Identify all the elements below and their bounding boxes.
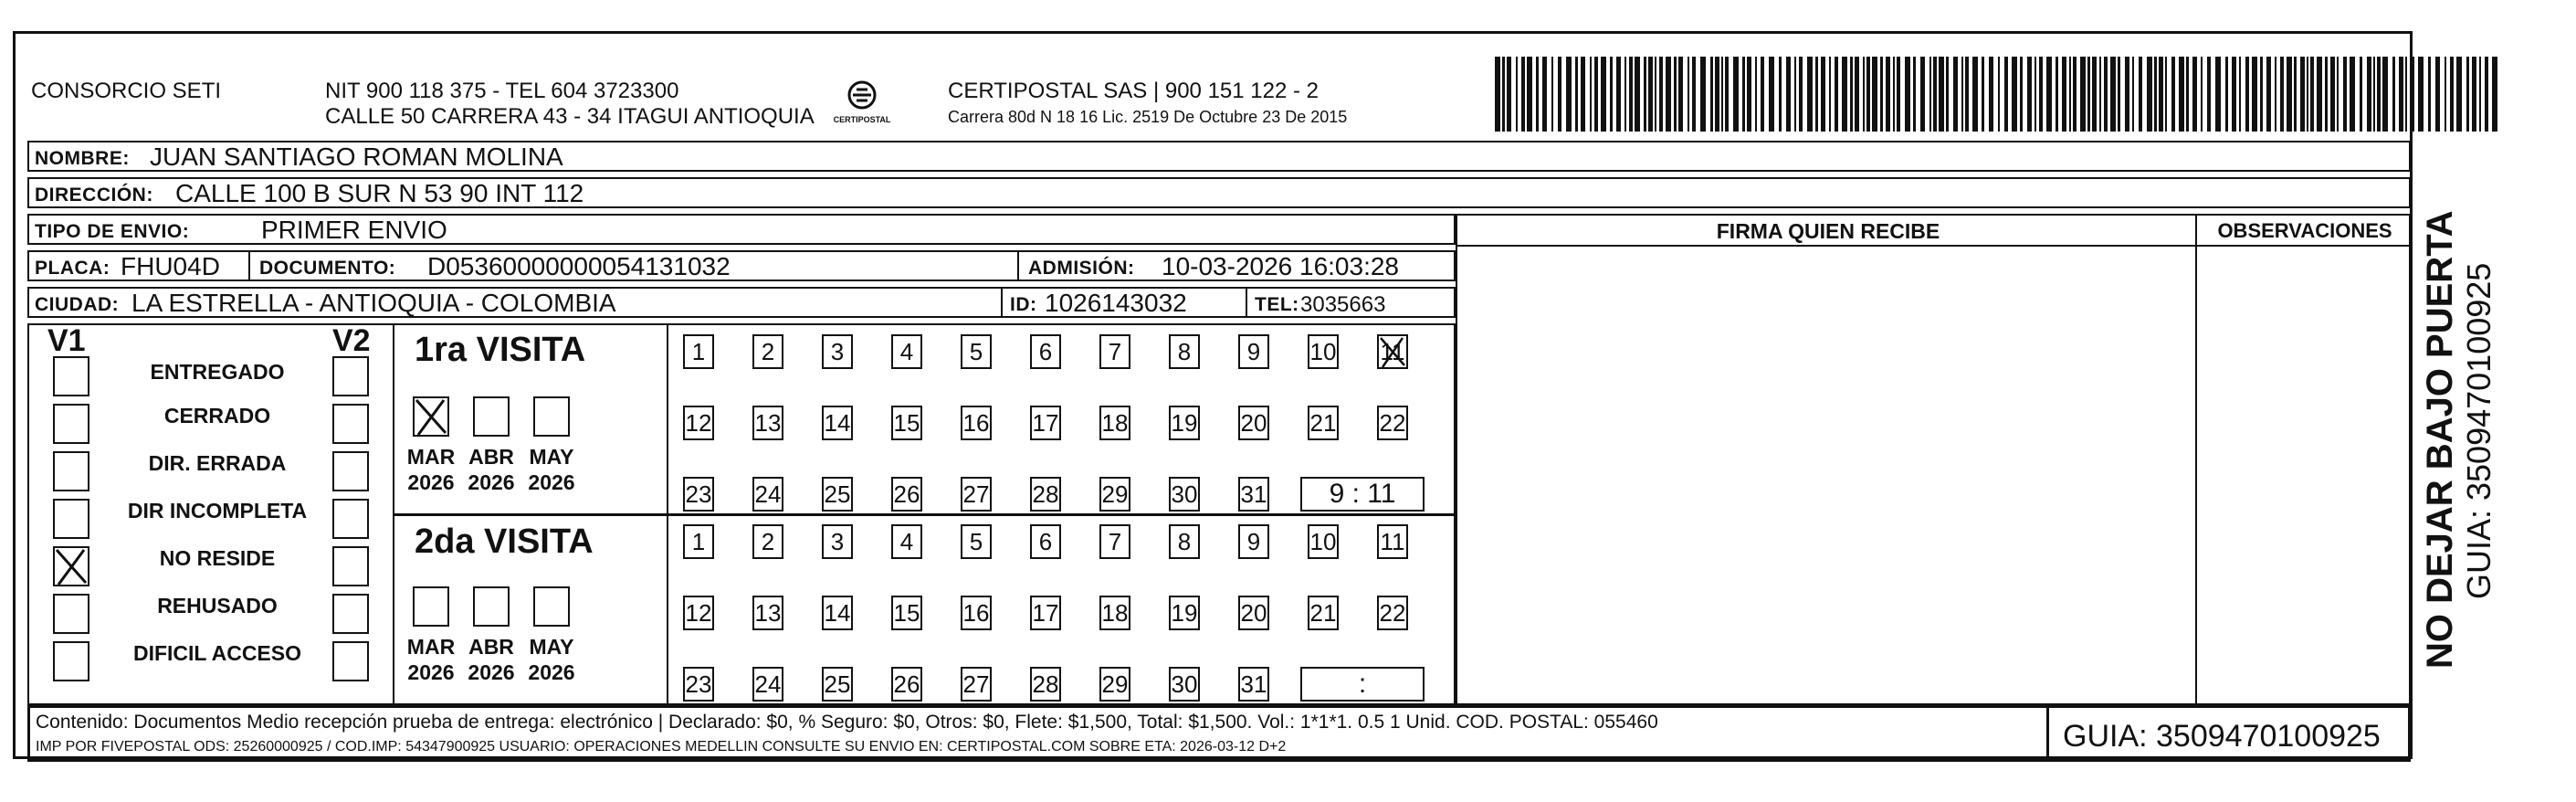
row-nombre [27, 141, 2411, 172]
day-box[interactable]: 10 [1308, 334, 1339, 369]
day-box[interactable]: 2 [752, 334, 783, 369]
ciudad-value: LA ESTRELLA - ANTIOQUIA - COLOMBIA [131, 289, 616, 317]
day-box[interactable]: 12 [683, 406, 714, 440]
checkbox-v2-1[interactable] [332, 404, 369, 444]
day-box[interactable]: 17 [1030, 596, 1061, 630]
day-box[interactable]: 28 [1030, 477, 1061, 512]
carrier-line: CERTIPOSTAL SAS | 900 151 122 - 2 [948, 79, 1319, 103]
day-box[interactable]: 29 [1099, 667, 1130, 702]
day-box[interactable]: 20 [1238, 596, 1269, 630]
day-box[interactable]: 25 [822, 667, 853, 702]
admision-value: 10-03-2026 16:03:28 [1162, 252, 1399, 280]
time-box-v1[interactable]: 9 : 11 [1300, 477, 1425, 512]
address-line: CALLE 50 CARRERA 43 - 34 ITAGUI ANTIOQUIA [325, 104, 815, 129]
day-box[interactable]: 26 [891, 477, 922, 512]
row-tipo [27, 214, 1456, 245]
day-box[interactable]: 24 [752, 667, 783, 702]
time-box-v2[interactable]: : [1300, 667, 1425, 702]
day-box[interactable]: 17 [1030, 406, 1061, 440]
day-box[interactable]: 4 [891, 334, 922, 369]
day-box[interactable]: 10 [1308, 524, 1339, 559]
checkbox-v2-4[interactable] [332, 546, 369, 586]
footer-line2: IMP POR FIVEPOSTAL ODS: 25260000925 / COD.IMP: 54347900925 USUARIO: OPERACIONES MEDELLIN CONSULTE SU ENVIO EN: CERTIPOSTAL.COM SOBRE ETA: 2026-03-12 D+2 [36, 739, 1287, 755]
month-label [524, 634, 579, 685]
checkbox-v2-3[interactable] [332, 499, 369, 539]
day-box[interactable]: 3 [822, 524, 853, 559]
row-placa [27, 250, 1456, 281]
tipo-label: TIPO DE ENVIO: [35, 221, 190, 242]
day-box[interactable]: 26 [891, 667, 922, 702]
logo-text: CERTIPOSTAL [833, 115, 891, 124]
day-box[interactable]: 15 [891, 596, 922, 630]
month-label [464, 444, 519, 495]
day-box[interactable]: 9 [1238, 524, 1269, 559]
reason-label: NO RESIDE [159, 546, 276, 570]
month-box-v1-1[interactable] [473, 396, 510, 437]
day-box[interactable]: 19 [1169, 406, 1200, 440]
checkbox-v2-6[interactable] [332, 641, 369, 681]
day-box[interactable]: 31 [1238, 477, 1269, 512]
visit2-title: 2da VISITA [415, 522, 594, 561]
day-box[interactable]: 16 [961, 596, 992, 630]
day-box[interactable]: 28 [1030, 667, 1061, 702]
nombre-label: NOMBRE: [35, 148, 130, 169]
month-box-v2-1[interactable] [473, 586, 510, 627]
day-box[interactable]: 8 [1169, 334, 1200, 369]
day-box[interactable]: 8 [1169, 524, 1200, 559]
day-box[interactable]: 7 [1099, 524, 1130, 559]
day-box[interactable]: 21 [1308, 406, 1339, 440]
day-box[interactable]: 13 [752, 596, 783, 630]
month-label [404, 634, 458, 685]
month-label [524, 444, 579, 495]
nombre-value: JUAN SANTIAGO ROMAN MOLINA [150, 142, 563, 171]
day-box[interactable]: 6 [1030, 334, 1061, 369]
placa-label: PLACA: [35, 258, 110, 279]
month-name: MAY [529, 635, 574, 659]
day-box[interactable]: 21 [1308, 596, 1339, 630]
day-box[interactable]: 24 [752, 477, 783, 512]
documento-value: D05360000000054131032 [427, 252, 731, 280]
month-box-v1-2[interactable] [533, 396, 570, 437]
id-value: 1026143032 [1045, 289, 1187, 317]
day-box[interactable]: 12 [683, 596, 714, 630]
firma-area[interactable] [1456, 214, 2197, 705]
reason-label: REHUSADO [157, 594, 278, 617]
day-box[interactable]: 30 [1169, 477, 1200, 512]
day-box[interactable]: 18 [1099, 406, 1130, 440]
v2-label: V2 [332, 323, 371, 358]
admision-label: ADMISIÓN: [1028, 258, 1135, 279]
id-label: ID: [1010, 294, 1037, 315]
month-name: ABR [468, 635, 514, 659]
footer-line1: Contenido: Documentos Medio recepción prueba de entrega: electrónico | Declarado: $0, % Seguro: $0, Otros: $0, Flete: $1,500, Total: $1,500. Vol.: 1*1*1. 0.5 1 Unid. COD. POSTAL: 055460 [36, 712, 1658, 733]
day-box[interactable]: 15 [891, 406, 922, 440]
direccion-label: DIRECCIÓN: [35, 185, 153, 206]
direccion-value: CALLE 100 B SUR N 53 90 INT 112 [175, 179, 584, 207]
month-year: 2026 [528, 470, 575, 494]
day-box[interactable]: 18 [1099, 596, 1130, 630]
checkbox-v2-5[interactable] [332, 594, 369, 634]
day-box[interactable]: 29 [1099, 477, 1130, 512]
day-box[interactable]: 20 [1238, 406, 1269, 440]
footer-guia: GUIA: 3509470100925 [2063, 719, 2381, 754]
row-ciudad [27, 287, 1456, 318]
day-box[interactable]: 25 [822, 477, 853, 512]
day-box[interactable]: 7 [1099, 334, 1130, 369]
reason-label: ENTREGADO [150, 360, 285, 384]
day-box[interactable]: 16 [961, 406, 992, 440]
month-name: ABR [468, 445, 514, 469]
day-box[interactable]: 19 [1169, 596, 1200, 630]
month-box-v2-0[interactable] [413, 586, 449, 627]
month-year: 2026 [468, 660, 515, 684]
day-box[interactable]: 1 [683, 334, 714, 369]
day-box[interactable]: 30 [1169, 667, 1200, 702]
day-box[interactable] [1377, 334, 1408, 369]
reason-label: DIR INCOMPLETA [127, 499, 308, 522]
day-box[interactable]: 4 [891, 524, 922, 559]
side-guia: GUIA: 3509470100925 [2460, 262, 2497, 599]
day-box[interactable]: 9 [1238, 334, 1269, 369]
tel-value: 3035663 [1300, 292, 1386, 317]
day-box[interactable]: 14 [822, 406, 853, 440]
month-year: 2026 [407, 470, 455, 494]
checkbox-v2-2[interactable] [332, 451, 369, 491]
reason-label: DIR. ERRADA [148, 451, 287, 475]
observaciones-area[interactable] [2195, 214, 2411, 705]
day-box[interactable]: 5 [961, 524, 992, 559]
reason-label: DIFICIL ACCESO [132, 641, 301, 665]
nit-line: NIT 900 118 375 - TEL 604 3723300 [325, 79, 679, 103]
day-box[interactable]: 22 [1377, 596, 1408, 630]
day-number: 11 [1380, 337, 1405, 365]
placa-value: FHU04D [121, 252, 220, 280]
firma-label: FIRMA QUIEN RECIBE [1716, 219, 1940, 243]
day-box[interactable]: 22 [1377, 406, 1408, 440]
day-box[interactable]: 27 [961, 477, 992, 512]
no-dejar-bajo-puerta: NO DEJAR BAJO PUERTA [2420, 210, 2460, 669]
documento-label: DOCUMENTO: [259, 258, 396, 279]
ciudad-label: CIUDAD: [35, 294, 120, 315]
month-year: 2026 [528, 660, 575, 684]
day-box[interactable]: 23 [683, 477, 714, 512]
observaciones-label: OBSERVACIONES [2217, 219, 2392, 242]
day-box[interactable]: 2 [752, 524, 783, 559]
month-label [404, 444, 458, 495]
day-box[interactable]: 14 [822, 596, 853, 630]
day-box[interactable]: 6 [1030, 524, 1061, 559]
day-box[interactable]: 11 [1377, 524, 1408, 559]
month-label [464, 634, 519, 685]
company-name: CONSORCIO SETI [31, 79, 222, 103]
day-box[interactable]: 31 [1238, 667, 1269, 702]
license-line: Carrera 80d N 18 16 Lic. 2519 De Octubre 23 De 2015 [948, 108, 1348, 126]
v1-label: V1 [47, 323, 86, 358]
day-box[interactable]: 27 [961, 667, 992, 702]
month-year: 2026 [468, 470, 515, 494]
row-direccion [27, 177, 2411, 208]
barcode [1495, 57, 2505, 132]
month-year: 2026 [407, 660, 455, 684]
month-box-v1-0[interactable] [413, 396, 449, 437]
certipostal-logo [833, 75, 891, 130]
day-box[interactable]: 13 [752, 406, 783, 440]
month-box-v2-2[interactable] [533, 586, 570, 627]
checkbox-v2-0[interactable] [332, 356, 369, 396]
day-box[interactable]: 5 [961, 334, 992, 369]
footer [27, 705, 2411, 762]
tipo-value: PRIMER ENVIO [261, 216, 447, 244]
month-name: MAR [406, 445, 456, 469]
reason-label: CERRADO [163, 404, 271, 427]
month-name: MAY [529, 445, 574, 469]
tel-label: TEL: [1255, 294, 1299, 315]
month-name: MAR [406, 635, 456, 659]
day-box[interactable]: 23 [683, 667, 714, 702]
visit1-title: 1ra VISITA [415, 331, 586, 369]
day-box[interactable]: 1 [683, 524, 714, 559]
day-box[interactable]: 3 [822, 334, 853, 369]
